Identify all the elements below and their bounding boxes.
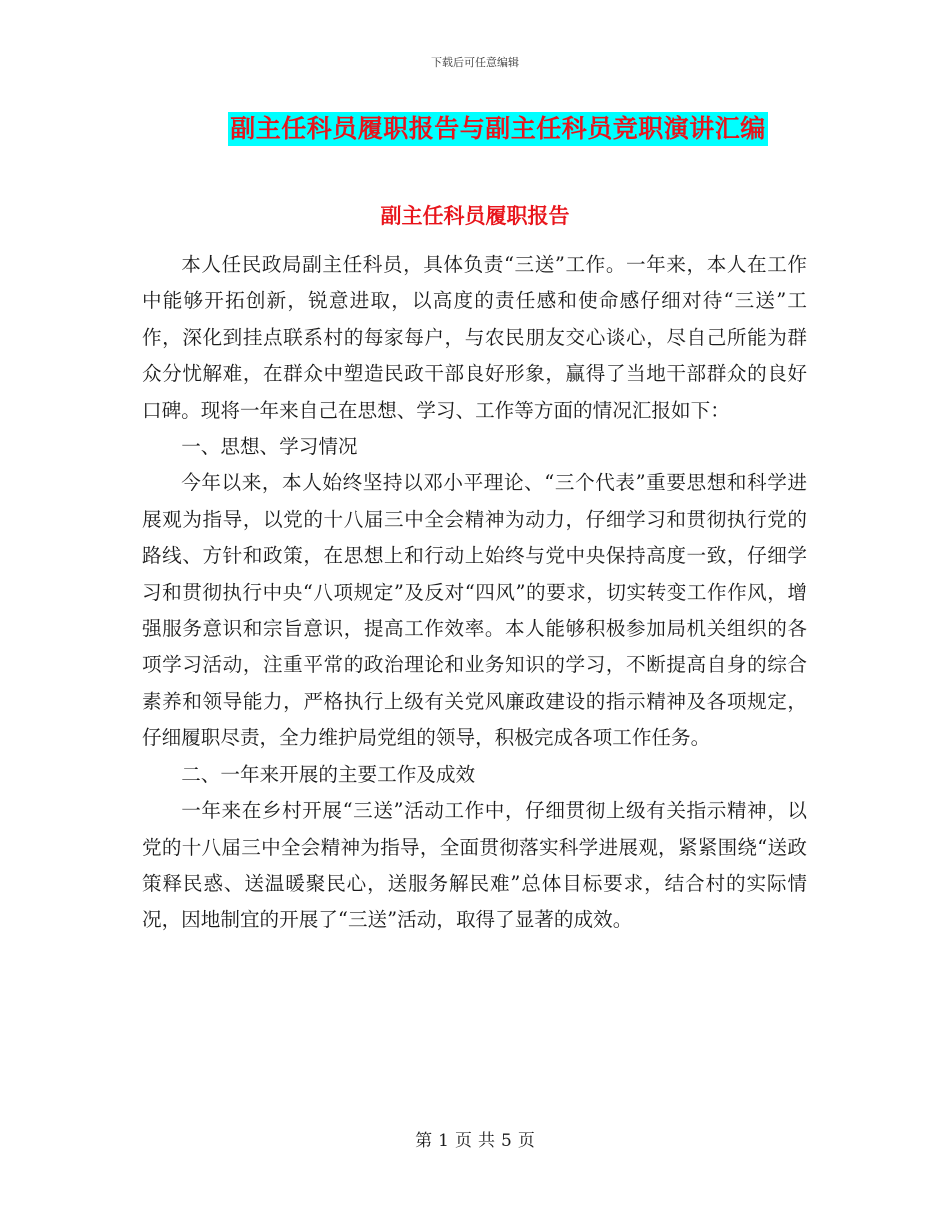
- main-title: 副主任科员履职报告与副主任科员竞职演讲汇编: [228, 112, 768, 146]
- page-footer: [0, 1126, 950, 1151]
- section-title: 副主任科员履职报告: [380, 204, 570, 228]
- document-body: [142, 247, 807, 939]
- page-label-suffix: 页: [517, 1131, 535, 1151]
- heading-main-work: 二、一年来开展的主要工作及成效: [181, 762, 476, 786]
- page-label-mid: 页: [455, 1131, 472, 1151]
- total-pages-number: 5: [501, 1131, 512, 1151]
- current-page-number: 1: [438, 1131, 449, 1151]
- paragraph-thought-study: 今年以来，本人始终坚持以邓小平理论、“三个代表”重要思想和科学进展观为指导，以党的十八届三中全会精神为动力，仔细学习和贯彻执行党的路线、方针和政策，在思想上和行动上始终与党中央保持高度一致，仔细学习和贯彻执行中央“八项规定”及反对“四风”的要求，切实转变工作作风，增强服务意识和宗旨意识，提高工作效率。本人能够积极参加局机关组织的各项学习活动，注重平常的政治理论和业务知识的学习，不断提高自身的综合素养和领导能力，严格执行上级有关党风廉政建设的指示精神及各项规定，仔细履职尽责，全力维护局党组的领导，积极完成各项工作任务。: [142, 471, 807, 750]
- heading-thought-study: 一、思想、学习情况: [181, 435, 358, 459]
- paragraph-intro: 本人任民政局副主任科员，具体负责“三送”工作。一年来，本人在工作中能够开拓创新，锐意进取，以高度的责任感和使命感仔细对待“三送”工作，深化到挂点联系村的每家每户，与农民朋友交心谈心，尽自己所能为群众分忧解难，在群众中塑造民政干部良好形象，赢得了当地干部群众的良好口碑。现将一年来自己在思想、学习、工作等方面的情况汇报如下：: [142, 253, 807, 422]
- main-title-wrapper: [0, 112, 950, 146]
- paragraph-main-work: 一年来在乡村开展“三送”活动工作中，仔细贯彻上级有关指示精神，以党的十八届三中全会精神为指导，全面贯彻落实科学进展观，紧紧围绕“送政策释民惑、送温暖聚民心，送服务解民难”总体目标要求，结合村的实际情况，因地制宜的开展了“三送”活动，取得了显著的成效。: [142, 799, 807, 932]
- page-label-total-prefix: 共: [478, 1131, 495, 1151]
- page-label-prefix: 第: [415, 1131, 433, 1151]
- page-header: 下载后可任意编辑: [431, 56, 519, 69]
